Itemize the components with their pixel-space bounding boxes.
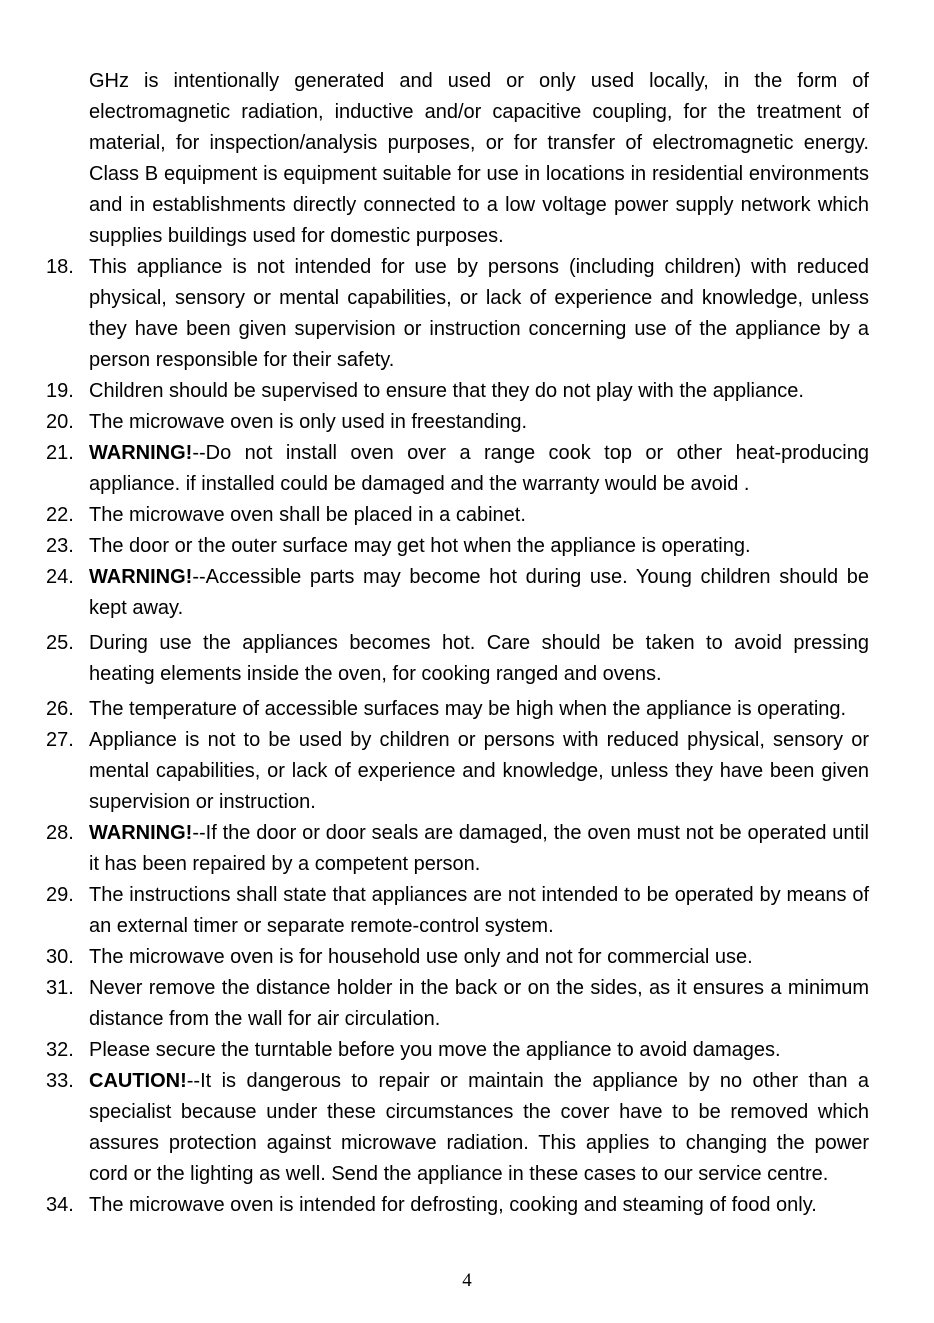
safety-instructions-list xyxy=(46,252,869,1221)
list-item xyxy=(46,725,869,818)
item-number: 19. xyxy=(46,380,74,402)
item-text xyxy=(89,376,869,407)
item-text xyxy=(89,725,869,818)
list-item xyxy=(46,531,869,562)
item-number: 24. xyxy=(46,566,74,588)
list-item xyxy=(46,500,869,531)
item-text xyxy=(89,973,869,1035)
intro-paragraph xyxy=(89,66,869,252)
item-number: 21. xyxy=(46,442,74,464)
warning-label: WARNING! xyxy=(89,822,193,844)
item-body: Please secure the turntable before you move the appliance to avoid damages. xyxy=(89,1039,781,1061)
item-text xyxy=(89,818,869,880)
list-item xyxy=(46,628,869,690)
list-item xyxy=(46,1066,869,1190)
item-text xyxy=(89,500,869,531)
item-text xyxy=(89,1190,869,1221)
item-text xyxy=(89,252,869,376)
list-item xyxy=(46,562,869,624)
item-body: The microwave oven is for household use only and not for commercial use. xyxy=(89,946,753,968)
item-text xyxy=(89,880,869,942)
item-number: 30. xyxy=(46,946,74,968)
item-text xyxy=(89,438,869,500)
item-text xyxy=(89,694,869,725)
item-number: 32. xyxy=(46,1039,74,1061)
item-body: The microwave oven is only used in freestanding. xyxy=(89,411,528,433)
item-text xyxy=(89,1035,869,1066)
item-body: The door or the outer surface may get hot when the appliance is operating. xyxy=(89,535,751,557)
item-number: 31. xyxy=(46,977,74,999)
list-item xyxy=(46,880,869,942)
item-number: 23. xyxy=(46,535,74,557)
item-text xyxy=(89,562,869,624)
list-item xyxy=(46,438,869,500)
list-item xyxy=(46,694,869,725)
item-body: The instructions shall state that appliances are not intended to be operated by means of an external timer or separate remote-control system. xyxy=(89,884,869,937)
item-body: --If the door or door seals are damaged, the oven must not be operated until it has been repaired by a competent person. xyxy=(89,822,869,875)
page-number: 4 xyxy=(462,1270,472,1291)
item-body: --Do not install oven over a range cook top or other heat-producing appliance. if installed could be damaged and the warranty would be avoid . xyxy=(89,442,869,495)
warning-label: WARNING! xyxy=(89,566,193,588)
item-text xyxy=(89,1066,869,1190)
intro-text: GHz is intentionally generated and used or only used locally, in the form of electromagnetic radiation, inductive and/or capacitive coupling, for the treatment of material, for inspection/analysis purposes, or for transfer of electromagnetic energy. Class B equipment is equipment suitable for use in locations in residential environments and in establishments directly connected to a low voltage power supply network which supplies buildings used for domestic purposes. xyxy=(89,70,869,247)
item-text xyxy=(89,628,869,690)
item-body: --Accessible parts may become hot during use. Young children should be kept away. xyxy=(89,566,869,619)
item-text xyxy=(89,407,869,438)
list-item xyxy=(46,407,869,438)
item-number: 34. xyxy=(46,1194,74,1216)
item-number: 22. xyxy=(46,504,74,526)
list-item xyxy=(46,942,869,973)
item-number: 29. xyxy=(46,884,74,906)
item-number: 20. xyxy=(46,411,74,433)
item-body: The microwave oven shall be placed in a cabinet. xyxy=(89,504,526,526)
item-number: 25. xyxy=(46,632,74,654)
item-body: --It is dangerous to repair or maintain the appliance by no other than a specialist because under these circumstances the cover have to be removed which assures protection against microwave radiation. This applies to changing the power cord or the lighting as well. Send the appliance in these cases to our service centre. xyxy=(89,1070,869,1185)
item-body: The microwave oven is intended for defrosting, cooking and steaming of food only. xyxy=(89,1194,817,1216)
list-item xyxy=(46,1035,869,1066)
warning-label: CAUTION! xyxy=(89,1070,187,1092)
item-body: Appliance is not to be used by children or persons with reduced physical, sensory or mental capabilities, or lack of experience and knowledge, unless they have been given supervision or instruction. xyxy=(89,729,869,813)
list-item xyxy=(46,1190,869,1221)
item-number: 33. xyxy=(46,1070,74,1092)
list-item xyxy=(46,973,869,1035)
item-body: The temperature of accessible surfaces may be high when the appliance is operating. xyxy=(89,698,847,720)
item-number: 27. xyxy=(46,729,74,751)
item-number: 26. xyxy=(46,698,74,720)
item-text xyxy=(89,531,869,562)
list-item xyxy=(46,252,869,376)
item-number: 28. xyxy=(46,822,74,844)
item-body: Children should be supervised to ensure that they do not play with the appliance. xyxy=(89,380,804,402)
list-item xyxy=(46,376,869,407)
item-body: This appliance is not intended for use by persons (including children) with reduced physical, sensory or mental capabilities, or lack of experience and knowledge, unless they have been given supervision or instruction concerning use of the appliance by a person responsible for their safety. xyxy=(89,256,869,371)
item-body: During use the appliances becomes hot. Care should be taken to avoid pressing heating elements inside the oven, for cooking ranged and ovens. xyxy=(89,632,869,685)
warning-label: WARNING! xyxy=(89,442,193,464)
item-body: Never remove the distance holder in the back or on the sides, as it ensures a minimum distance from the wall for air circulation. xyxy=(89,977,869,1030)
item-text xyxy=(89,942,869,973)
item-number: 18. xyxy=(46,256,74,278)
list-item xyxy=(46,818,869,880)
